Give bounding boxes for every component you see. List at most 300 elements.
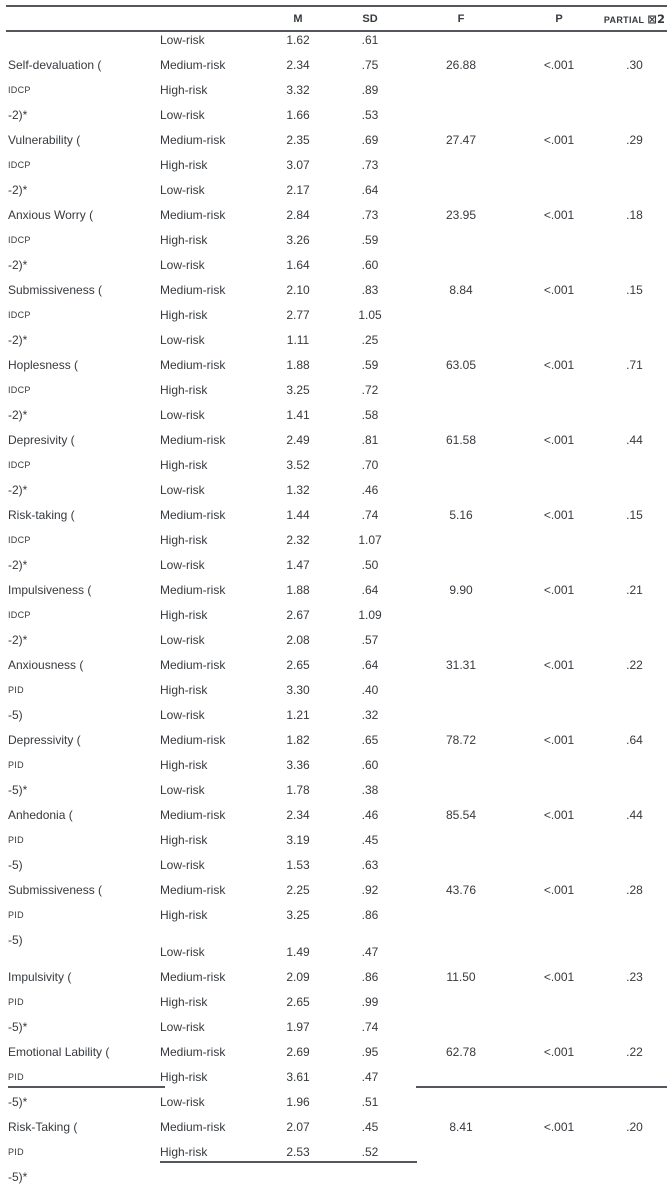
mean-cell: 1.82 [286, 733, 310, 747]
mean-cell: 2.25 [286, 883, 310, 897]
p-value-cell: <.001 [543, 283, 575, 297]
sd-cell: .81 [361, 433, 379, 447]
mean-cell: 2.67 [286, 608, 310, 622]
sd-cell: .83 [361, 283, 379, 297]
partial-eta-cell [598, 303, 671, 328]
risk-level-cell: Low-risk [160, 1020, 205, 1034]
construct-label: Impulsiveness ( IDCP -2)* [0, 578, 158, 653]
sd-cell: .64 [361, 658, 379, 672]
partial-eta-cell: .28 [626, 883, 643, 897]
p-value-cell [520, 478, 598, 503]
p-value-cell: <.001 [543, 970, 575, 984]
table-row [0, 703, 671, 728]
missing-eta-glyph: ⊠2 [647, 12, 666, 26]
f-statistic-cell [402, 828, 520, 853]
f-statistic-cell [402, 603, 520, 628]
sd-cell: 1.05 [358, 308, 382, 322]
f-statistic-cell: 27.47 [445, 133, 477, 147]
scale-abbreviation: PID [8, 685, 24, 695]
construct-label-spacer [0, 703, 158, 728]
mean-cell: 1.66 [286, 108, 310, 122]
f-statistic-cell: 9.90 [449, 583, 473, 597]
partial-eta-cell [598, 853, 671, 878]
mean-cell: 2.17 [286, 183, 310, 197]
risk-level-cell: Low-risk [160, 183, 205, 197]
partial-eta-cell: .44 [626, 808, 643, 822]
mean-cell: 3.26 [286, 233, 310, 247]
partial-eta-cell [598, 828, 671, 853]
risk-level-cell: Low-risk [160, 483, 205, 497]
construct-label-spacer [0, 253, 158, 278]
construct-label-spacer [0, 453, 158, 478]
p-value-cell: <.001 [543, 433, 575, 447]
sd-cell: .75 [361, 58, 379, 72]
partial-eta-cell [598, 628, 671, 653]
f-statistic-cell: 8.41 [449, 1120, 473, 1134]
p-value-cell [520, 753, 598, 778]
f-statistic-cell [402, 1140, 520, 1165]
p-value-cell [520, 253, 598, 278]
sd-cell: .50 [361, 558, 379, 572]
partial-eta-cell: .29 [626, 133, 643, 147]
risk-level-cell: Medium-risk [160, 58, 226, 72]
construct-label-spacer [0, 990, 158, 1015]
sd-cell: .89 [361, 83, 379, 97]
column-header-mean: M [293, 13, 303, 25]
risk-level-cell: High-risk [160, 1145, 208, 1159]
table-row [0, 78, 671, 103]
mean-cell: 1.88 [286, 583, 310, 597]
sd-cell: .45 [361, 1120, 379, 1134]
p-value-cell [520, 903, 598, 928]
f-statistic-cell: 8.84 [449, 283, 473, 297]
mean-cell: 1.97 [286, 1020, 310, 1034]
table-row [0, 553, 671, 578]
f-statistic-cell: 63.05 [445, 358, 477, 372]
construct-label-spacer [0, 553, 158, 578]
table-row [0, 903, 671, 928]
risk-level-cell: Low-risk [160, 33, 205, 47]
f-statistic-cell [402, 1015, 520, 1040]
construct-label-spacer [0, 403, 158, 428]
construct-label-spacer [0, 303, 158, 328]
table-row [0, 678, 671, 703]
p-value-cell: <.001 [543, 658, 575, 672]
f-statistic-cell [402, 328, 520, 353]
construct-label-spacer [0, 378, 158, 403]
f-statistic-cell [402, 1090, 520, 1115]
mean-cell: 3.07 [286, 158, 310, 172]
sd-cell: .46 [361, 483, 379, 497]
partial-eta-cell [598, 178, 671, 203]
sd-cell: .32 [361, 708, 379, 722]
mean-cell: 2.77 [286, 308, 310, 322]
construct-group [0, 1090, 671, 1184]
scale-abbreviation: IDCP [8, 535, 31, 545]
p-value-cell: <.001 [543, 733, 575, 747]
construct-label: Self-devaluation ( IDCP -2)* [0, 53, 158, 128]
partial-eta-cell [598, 103, 671, 128]
mean-cell: 3.52 [286, 458, 310, 472]
construct-label: Submissiveness ( IDCP -2)* [0, 278, 158, 353]
scale-abbreviation: IDCP [8, 235, 31, 245]
p-value-cell: <.001 [543, 133, 575, 147]
construct-label: Submissiveness ( PID -5) [0, 878, 158, 953]
sd-cell: .58 [361, 408, 379, 422]
risk-level-cell: High-risk [160, 458, 208, 472]
sd-cell: .51 [361, 1095, 379, 1109]
construct-label-spacer [0, 1015, 158, 1040]
f-statistic-cell [402, 378, 520, 403]
section-rule-left [8, 1086, 165, 1088]
f-statistic-cell [402, 478, 520, 503]
table-row [0, 453, 671, 478]
risk-level-cell: Low-risk [160, 858, 205, 872]
p-value-cell [520, 78, 598, 103]
construct-label-spacer [0, 328, 158, 353]
f-statistic-cell [402, 778, 520, 803]
f-statistic-cell [402, 178, 520, 203]
risk-level-cell: Medium-risk [160, 583, 226, 597]
f-statistic-cell: 78.72 [445, 733, 477, 747]
risk-level-cell: Medium-risk [160, 508, 226, 522]
mean-cell: 1.62 [286, 33, 310, 47]
f-statistic-cell: 5.16 [449, 508, 473, 522]
f-statistic-cell [402, 153, 520, 178]
table-row [0, 28, 671, 53]
partial-eta-cell [598, 678, 671, 703]
sd-cell: .74 [361, 1020, 379, 1034]
f-statistic-cell [402, 753, 520, 778]
f-statistic-cell [402, 940, 520, 965]
column-header-f: F [457, 13, 465, 25]
construct-label: Hoplesness ( IDCP -2)* [0, 353, 158, 428]
risk-level-cell: Low-risk [160, 408, 205, 422]
mean-cell: 2.35 [286, 133, 310, 147]
p-value-cell [520, 453, 598, 478]
construct-label-spacer [0, 28, 158, 53]
p-value-cell [520, 1090, 598, 1115]
partial-eta-cell: .20 [626, 1120, 643, 1134]
mean-cell: 1.64 [286, 258, 310, 272]
sd-cell: .59 [361, 358, 379, 372]
p-value-cell [520, 778, 598, 803]
p-value-cell: <.001 [543, 58, 575, 72]
risk-level-cell: Low-risk [160, 333, 205, 347]
p-value-cell [520, 940, 598, 965]
mean-cell: 2.49 [286, 433, 310, 447]
risk-level-cell: High-risk [160, 233, 208, 247]
scale-abbreviation: PID [8, 760, 24, 770]
f-statistic-cell [402, 703, 520, 728]
p-value-cell [520, 553, 598, 578]
mean-cell: 2.34 [286, 808, 310, 822]
risk-level-cell: Low-risk [160, 708, 205, 722]
mean-cell: 1.21 [286, 708, 310, 722]
scale-abbreviation: PID [8, 835, 24, 845]
construct-group [0, 853, 671, 947]
column-header-sd: SD [362, 13, 378, 25]
table-row [0, 940, 671, 965]
risk-level-cell: Medium-risk [160, 733, 226, 747]
sd-cell: .57 [361, 633, 379, 647]
p-value-cell [520, 678, 598, 703]
sd-cell: .40 [361, 683, 379, 697]
p-value-cell: <.001 [543, 583, 575, 597]
risk-level-cell: Medium-risk [160, 970, 226, 984]
mean-cell: 1.78 [286, 783, 310, 797]
p-value-cell: <.001 [543, 508, 575, 522]
sd-cell: .61 [361, 33, 379, 47]
mean-cell: 1.96 [286, 1095, 310, 1109]
p-value-cell: <.001 [543, 1045, 575, 1059]
p-value-cell [520, 828, 598, 853]
sd-cell: .70 [361, 458, 379, 472]
mean-cell: 2.08 [286, 633, 310, 647]
risk-level-cell: Low-risk [160, 633, 205, 647]
sd-cell: .63 [361, 858, 379, 872]
p-value-cell [520, 28, 598, 53]
table-row [0, 753, 671, 778]
partial-eta-cell [598, 78, 671, 103]
p-value-cell [520, 628, 598, 653]
f-statistic-cell [402, 253, 520, 278]
sd-cell: .47 [361, 945, 379, 959]
sd-cell: .86 [361, 970, 379, 984]
partial-label: PARTIAL [603, 15, 645, 25]
mean-cell: 1.88 [286, 358, 310, 372]
table-row [0, 328, 671, 353]
sd-cell: 1.09 [358, 608, 382, 622]
partial-eta-cell: .44 [626, 433, 643, 447]
table-row [0, 603, 671, 628]
p-value-cell [520, 153, 598, 178]
risk-level-cell: Medium-risk [160, 433, 226, 447]
risk-level-cell: High-risk [160, 158, 208, 172]
table-row [0, 528, 671, 553]
sd-cell: .72 [361, 383, 379, 397]
partial-eta-cell: .18 [626, 208, 643, 222]
f-statistic-cell [402, 303, 520, 328]
risk-level-cell: Medium-risk [160, 658, 226, 672]
mean-cell: 1.32 [286, 483, 310, 497]
mean-cell: 1.44 [286, 508, 310, 522]
construct-label: Risk-Taking ( PID -5)* [0, 1115, 158, 1190]
scale-abbreviation: PID [8, 910, 24, 920]
scale-abbreviation: IDCP [8, 85, 31, 95]
construct-label: Anhedonia ( PID -5) [0, 803, 158, 878]
partial-eta-cell [598, 528, 671, 553]
mean-cell: 3.25 [286, 908, 310, 922]
partial-eta-cell [598, 778, 671, 803]
sd-cell: .52 [361, 1145, 379, 1159]
partial-eta-cell: .22 [626, 1045, 643, 1059]
risk-level-cell: High-risk [160, 83, 208, 97]
f-statistic-cell [402, 103, 520, 128]
section-rule-right [416, 1086, 667, 1088]
partial-eta-cell [598, 378, 671, 403]
partial-eta-cell: .23 [626, 970, 643, 984]
sd-cell: .99 [361, 995, 379, 1009]
f-statistic-cell: 62.78 [445, 1045, 477, 1059]
mean-cell: 3.19 [286, 833, 310, 847]
construct-label-spacer [0, 228, 158, 253]
p-value-cell: <.001 [543, 358, 575, 372]
f-statistic-cell: 31.31 [445, 658, 477, 672]
p-value-cell [520, 1140, 598, 1165]
construct-label-spacer [0, 78, 158, 103]
partial-eta-cell [598, 553, 671, 578]
partial-eta-cell [598, 940, 671, 965]
f-statistic-cell [402, 628, 520, 653]
sd-cell: .69 [361, 133, 379, 147]
f-statistic-cell [402, 553, 520, 578]
f-statistic-cell [402, 28, 520, 53]
construct-label-spacer [0, 1090, 158, 1115]
partial-eta-cell [598, 1015, 671, 1040]
column-header-p: P [555, 13, 563, 25]
risk-level-cell: High-risk [160, 995, 208, 1009]
p-value-cell [520, 990, 598, 1015]
p-value-cell [520, 103, 598, 128]
construct-label-spacer [0, 753, 158, 778]
table-row [0, 178, 671, 203]
construct-label: Anxious Worry ( IDCP -2)* [0, 203, 158, 278]
partial-eta-cell [598, 403, 671, 428]
partial-eta-cell [598, 603, 671, 628]
mean-cell: 2.65 [286, 658, 310, 672]
risk-level-cell: High-risk [160, 833, 208, 847]
p-value-cell [520, 528, 598, 553]
partial-eta-cell [598, 753, 671, 778]
construct-label-spacer [0, 528, 158, 553]
table-row [0, 478, 671, 503]
partial-eta-cell: .30 [626, 58, 643, 72]
mean-cell: 2.09 [286, 970, 310, 984]
f-statistic-cell [402, 678, 520, 703]
table-row [0, 778, 671, 803]
sd-cell: .46 [361, 808, 379, 822]
p-value-cell [520, 703, 598, 728]
scale-abbreviation: PID [8, 997, 24, 1007]
p-value-cell: <.001 [543, 808, 575, 822]
p-value-cell: <.001 [543, 883, 575, 897]
scale-abbreviation: IDCP [8, 160, 31, 170]
construct-label-spacer [0, 678, 158, 703]
risk-level-cell: Medium-risk [160, 133, 226, 147]
sd-cell: .65 [361, 733, 379, 747]
partial-eta-cell [598, 28, 671, 53]
partial-eta-cell: .15 [626, 283, 643, 297]
construct-label-spacer [0, 903, 158, 928]
risk-level-cell: High-risk [160, 908, 208, 922]
construct-label-spacer [0, 478, 158, 503]
table-top-rule [6, 5, 667, 7]
f-statistic-cell: 23.95 [445, 208, 477, 222]
construct-label-spacer [0, 178, 158, 203]
sd-cell: .64 [361, 583, 379, 597]
risk-level-cell: High-risk [160, 383, 208, 397]
risk-level-cell: Medium-risk [160, 883, 226, 897]
risk-level-cell: Medium-risk [160, 208, 226, 222]
partial-eta-cell: .21 [626, 583, 643, 597]
mean-cell: 3.32 [286, 83, 310, 97]
p-value-cell: <.001 [543, 208, 575, 222]
partial-eta-cell [598, 478, 671, 503]
construct-label-spacer [0, 153, 158, 178]
scale-abbreviation: IDCP [8, 610, 31, 620]
construct-label-spacer [0, 603, 158, 628]
risk-level-cell: Medium-risk [160, 283, 226, 297]
mean-cell: 2.53 [286, 1145, 310, 1159]
risk-level-cell: Low-risk [160, 108, 205, 122]
table-bottom-rule [160, 1161, 417, 1163]
table-row [0, 253, 671, 278]
f-statistic-cell [402, 528, 520, 553]
scale-abbreviation: PID [8, 1147, 24, 1157]
p-value-cell [520, 228, 598, 253]
p-value-cell [520, 378, 598, 403]
construct-label: Vulnerability ( IDCP -2)* [0, 128, 158, 203]
sd-cell: .73 [361, 208, 379, 222]
mean-cell: 1.47 [286, 558, 310, 572]
sd-cell: .38 [361, 783, 379, 797]
construct-label: Depresivity ( IDCP -2)* [0, 428, 158, 503]
mean-cell: 2.32 [286, 533, 310, 547]
f-statistic-cell: 61.58 [445, 433, 477, 447]
table-header-row [0, 8, 671, 30]
risk-level-cell: High-risk [160, 683, 208, 697]
sd-cell: .64 [361, 183, 379, 197]
construct-label-spacer [0, 1140, 158, 1165]
risk-level-cell: Low-risk [160, 258, 205, 272]
mean-cell: 2.10 [286, 283, 310, 297]
risk-level-cell: Low-risk [160, 945, 205, 959]
table-row [0, 1015, 671, 1040]
construct-label-spacer [0, 940, 158, 965]
risk-level-cell: High-risk [160, 308, 208, 322]
p-value-cell [520, 403, 598, 428]
table-body [0, 28, 671, 1184]
construct-label: Risk-taking ( IDCP -2)* [0, 503, 158, 578]
sd-cell: .47 [361, 1070, 379, 1084]
sd-cell: .74 [361, 508, 379, 522]
construct-label: Anxiousness ( PID -5) [0, 653, 158, 728]
f-statistic-cell [402, 990, 520, 1015]
table-row [0, 628, 671, 653]
p-value-cell [520, 303, 598, 328]
partial-eta-cell [598, 253, 671, 278]
scale-abbreviation: IDCP [8, 460, 31, 470]
f-statistic-cell [402, 453, 520, 478]
table-row [0, 1090, 671, 1115]
table-row [0, 103, 671, 128]
construct-label-spacer [0, 853, 158, 878]
mean-cell: 1.41 [286, 408, 310, 422]
partial-eta-cell [598, 453, 671, 478]
construct-label-spacer [0, 778, 158, 803]
f-statistic-cell: 26.88 [445, 58, 477, 72]
table-row [0, 853, 671, 878]
risk-level-cell: High-risk [160, 608, 208, 622]
construct-label: Depressivity ( PID -5)* [0, 728, 158, 803]
partial-eta-cell: .22 [626, 658, 643, 672]
mean-cell: 3.36 [286, 758, 310, 772]
sd-cell: .86 [361, 908, 379, 922]
mean-cell: 1.49 [286, 945, 310, 959]
mean-cell: 2.69 [286, 1045, 310, 1059]
partial-eta-cell [598, 1140, 671, 1165]
